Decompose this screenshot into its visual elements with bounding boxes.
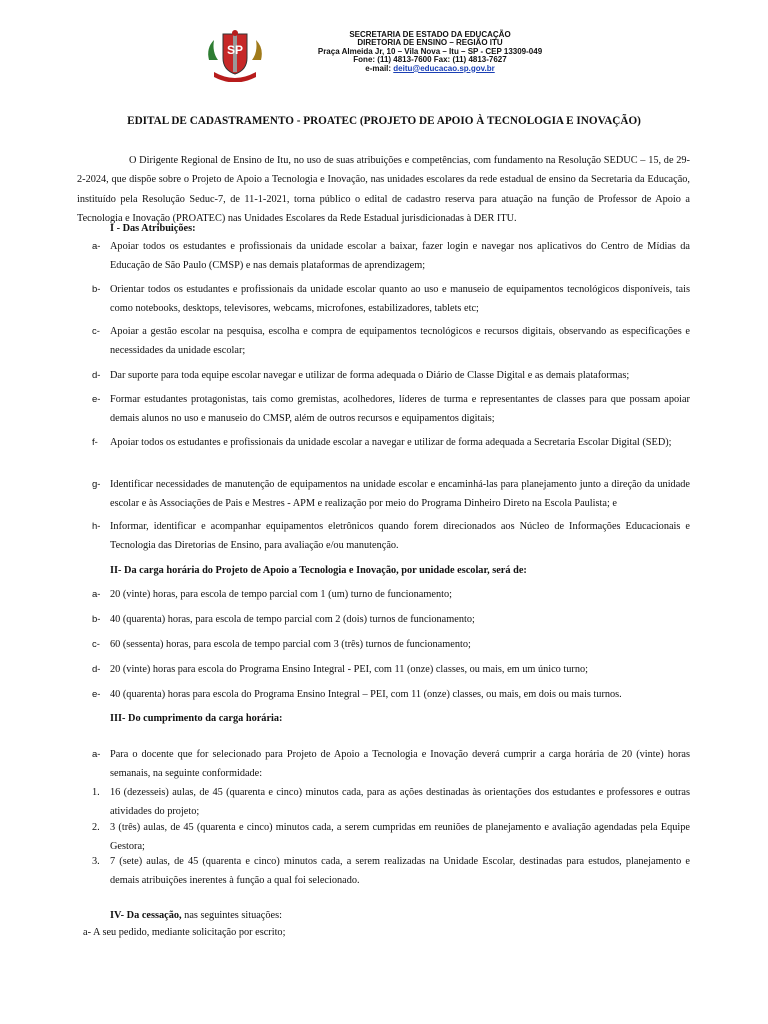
list-item: f- Apoiar todos os estudantes e profissionais da unidade escolar a navegar e utilizar de forma adequada a Secretaria Escolar Digital (SED); (92, 437, 672, 448)
list-item: a- 20 (vinte) horas, para escola de tempo parcial com 1 (um) turno de funcionamento; (92, 589, 452, 600)
list-item: d- 20 (vinte) horas para escola do Programa Ensino Integral - PEI, com 11 (onze) classes, ou mais, em um único turno; (92, 664, 589, 675)
list-item: g- Identificar necessidades de manutenção de equipamentos na unidade escolar e encaminhá-las para planejamento junto a direção da unidade escolar e às Associações de Pais e Mestres - APM e realização por meio do Programa Dinheiro Direto na Escola Paulista; e (92, 479, 690, 509)
email-prefix: e-mail: (365, 63, 394, 73)
letterhead (0, 28, 768, 83)
intro-text: O Dirigente Regional de Ensino de Itu, no uso de suas atribuições e competências, com fundamento na Resolução SEDUC – 15, de 29-2-2024, que dispõe sobre o Projeto de Apoio a Tecnologia e Inovação, nas unidades escolares da rede estadual de ensino da Secretaria da Educação, instituído pela Resolução Seduc-7, de 11-1-2021, torna público o edital de cadastro reserva para atuação na função de Professor de Apoio a Tecnologia e Inovação (PROATEC) nas Unidades Escolares da Rede Estadual jurisdicionadas à DER ITU. (77, 155, 690, 225)
list-item: c- 60 (sessenta) horas, para escola de tempo parcial com 3 (três) turnos de funcionamento; (92, 639, 471, 650)
section-4-heading (110, 908, 282, 923)
list-item: a- Para o docente que for selecionado para Projeto de Apoio a Tecnologia e Inovação deverá cumprir a carga horária de 20 (vinte) horas semanais, na seguinte conformidade: (92, 749, 690, 779)
letterhead-text (300, 31, 560, 73)
list-item: c- Apoiar a gestão escolar na pesquisa, escolha e compra de equipamentos tecnológicos e recursos digitais, observando as especificações e necessidades da unidade escolar; (92, 326, 690, 356)
section-1-heading: I - Das Atribuições: (110, 223, 196, 234)
list-item: e- Formar estudantes protagonistas, tais como gremistas, acolhedores, líderes de turma e representantes de classes para que possam apoiar demais alunos no uso e manuseio do CMSP, além de outros recursos e equipamentos digitais; (92, 394, 690, 424)
list-item: a- A seu pedido, mediante solicitação por escrito; (83, 927, 286, 938)
header-email-line (300, 65, 560, 73)
svg-text:SP: SP (226, 43, 244, 57)
numbered-item: 2. 3 (três) aulas, de 45 (quarenta e cinco) minutos cada, a serem cumpridas em reuniões de planejamento e avaliação agendadas pela Equipe Gestora; (92, 822, 690, 852)
email-link[interactable]: deitu@educacao.sp.gov.br (393, 63, 495, 73)
header-line: Praça Almeida Jr, 10 – Vila Nova – Itu – SP - CEP 13309-049 (317, 46, 543, 56)
section-2-heading: II- Da carga horária do Projeto de Apoio a Tecnologia e Inovação, por unidade escolar, será de: (110, 565, 527, 576)
list-item: h- Informar, identificar e acompanhar equipamentos eletrônicos quando forem direcionados aos Núcleo de Informações Educacionais e Tecnologia das Diretorias de Ensino, para avaliação e/ou manutenção. (92, 521, 690, 551)
list-item: b- Orientar todos os estudantes e profissionais da unidade escolar quanto ao uso e manuseio de equipamentos tecnológicos disponíveis, tais como notebooks, desktops, televisores, webcams, microfones, estabilizadores, tablets etc; (92, 284, 690, 314)
header-line: DIRETORIA DE ENSINO – REGIÃO ITU (357, 38, 503, 48)
numbered-item: 1. 16 (dezesseis) aulas, de 45 (quarenta e cinco) minutos cada, para as ações destinadas às orientações dos estudantes e professores e outras atividades do projeto; (92, 787, 690, 817)
intro-paragraph (77, 151, 690, 229)
document-title: EDITAL DE CADASTRAMENTO - PROATEC (PROJETO DE APOIO À TECNOLOGIA E INOVAÇÃO) (127, 115, 641, 127)
section-4-title: IV- Da cessação, (110, 910, 182, 921)
section-3-heading: III- Do cumprimento da carga horária: (110, 713, 283, 724)
header-line: Fone: (11) 4813-7600 Fax: (11) 4813-7627 (353, 55, 507, 65)
header-line: SECRETARIA DE ESTADO DA EDUCAÇÃO (349, 30, 511, 39)
numbered-item: 3. 7 (sete) aulas, de 45 (quarenta e cinco) minutos cada, a serem realizadas na Unidade Escolar, destinadas para estudos, planejamento e demais atribuições inerentes à função a qual foi selecionado. (92, 856, 690, 886)
list-item: d- Dar suporte para toda equipe escolar navegar e utilizar de forma adequada o Diário de Classe Digital e as demais plataformas; (92, 370, 630, 381)
section-4-subtitle: nas seguintes situações: (181, 910, 282, 921)
list-item: e- 40 (quarenta) horas para escola do Programa Ensino Integral – PEI, com 11 (onze) classes, ou mais, em dois ou mais turnos. (92, 689, 622, 700)
list-item: a- Apoiar todos os estudantes e profissionais da unidade escolar a baixar, fazer login e navegar nos aplicativos do Centro de Mídias da Educação de São Paulo (CMSP) e nas demais plataformas de aprendizagem; (92, 241, 690, 271)
sp-coat-of-arms-icon (206, 30, 264, 82)
list-item: b- 40 (quarenta) horas, para escola de tempo parcial com 2 (dois) turnos de funcionamento; (92, 614, 475, 625)
